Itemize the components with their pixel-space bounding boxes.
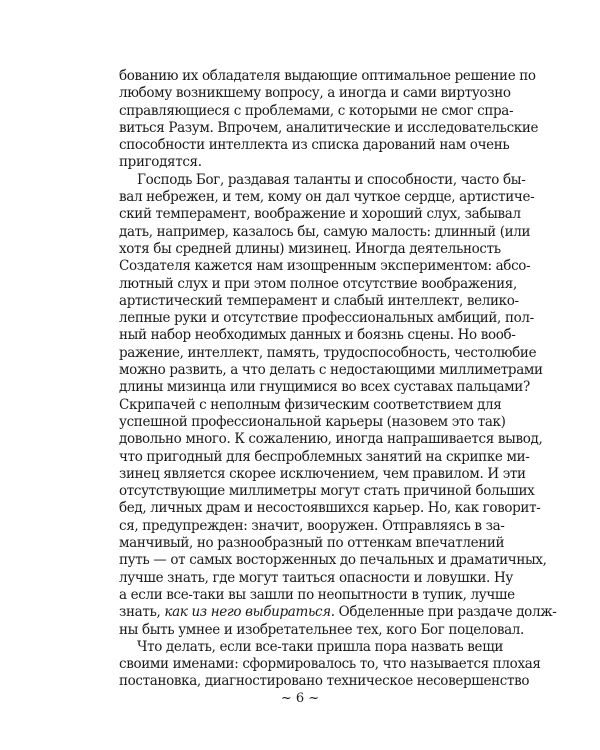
text-line: отсутствующие миллиметры могут стать причиной больших (119, 483, 535, 500)
text-line: Скрипачей с неполным физическим соответствием для (119, 396, 502, 413)
text-line: а если все-таки вы зашли по неопытности в тупик, лучше (119, 586, 515, 603)
text-line: ся, предупрежден: значит, вооружен. Отправляясь в за- (119, 517, 505, 534)
text-line: успешной профессиональной карьеры (назовем это так) (119, 413, 506, 430)
text-line: лютный слух и при этом полное отсутствие воображения, (119, 275, 517, 292)
text-segment: знать, (119, 604, 165, 621)
page-number: ~ 6 ~ (280, 691, 320, 706)
text-line: ный набор необходимых данных и боязнь сцены. Но вооб- (119, 327, 516, 344)
text-line: ражение, интеллект, память, трудоспособность, честолюбие (119, 344, 537, 361)
text-line: артистический темперамент и слабый интеллект, велико- (119, 292, 519, 309)
text-line: бед, личных драм и несостоявшихся карьер. Но, как говорит- (119, 500, 541, 517)
paragraph-1 (119, 68, 539, 172)
text-line: лучше знать, где могут таиться опасности и ловушки. Ну (119, 569, 513, 586)
text-segment: Обделенные при раздаче долж- (338, 604, 557, 621)
text-line: ский темперамент, воображение и хороший слух, забывал (119, 206, 521, 223)
text-line: Господь Бог, раздавая таланты и способности, часто бы- (137, 171, 526, 188)
text-line: Создателя кажется нам изощренным экспериментом: абсо- (119, 258, 531, 275)
text-line: хотя бы средней длины) мизинец. Иногда деятельность (119, 240, 501, 257)
text-line: можно развить, а что делать с недостающими миллиметрами (119, 362, 543, 379)
text-line: дать, например, казалось бы, самую малость: длинный (или (119, 223, 531, 240)
text-line: постановка, диагностировано техническое несовершенство (119, 673, 530, 690)
text-line: зинец является скорее исключением, чем правилом. И эти (119, 465, 526, 482)
text-line: своими именами: сформировалось то, что называется плохая (119, 656, 541, 673)
text-line: любому возникшему вопросу, а иногда и сами виртуозно (119, 85, 511, 102)
text-line: виться Разум. Впрочем, аналитические и исследовательские (119, 119, 539, 136)
text-line: лепные руки и отсутствие профессиональных амбиций, пол- (119, 310, 534, 327)
body-text (119, 68, 557, 691)
text-line: пригодятся. (119, 154, 202, 171)
text-line: манчивый, но разнообразный по оттенкам впечатлений (119, 535, 505, 552)
italic-phrase: как из него выбираться. (164, 604, 335, 621)
paragraph-2 (119, 171, 557, 639)
text-line: справляющиеся с проблемами, с которыми не смог спра- (119, 102, 514, 119)
text-line: что пригодный для беспроблемных занятий на скрипке ми- (119, 448, 530, 465)
paragraph-3 (119, 638, 541, 691)
text-line-mixed (119, 604, 557, 621)
text-line: длины мизинца или гнущимися во всех суставах пальцами? (119, 379, 530, 396)
text-line: вал небрежен, и тем, кому он дал чуткое сердце, артистиче- (119, 189, 535, 206)
text-line: ны быть умнее и изобретательнее тех, кого Бог поцеловал. (119, 621, 524, 638)
text-line: бованию их обладателя выдающие оптимальное решение по (119, 68, 536, 84)
text-line: способности интеллекта из списка дарований нам очень (119, 137, 510, 154)
text-line: довольно много. К сожалению, иногда напрашивается вывод, (119, 431, 543, 448)
text-line: путь — от самых восторженных до печальных и драматичных, (119, 552, 547, 569)
text-line: Что делать, если все-таки пришла пора назвать вещи (137, 638, 504, 655)
